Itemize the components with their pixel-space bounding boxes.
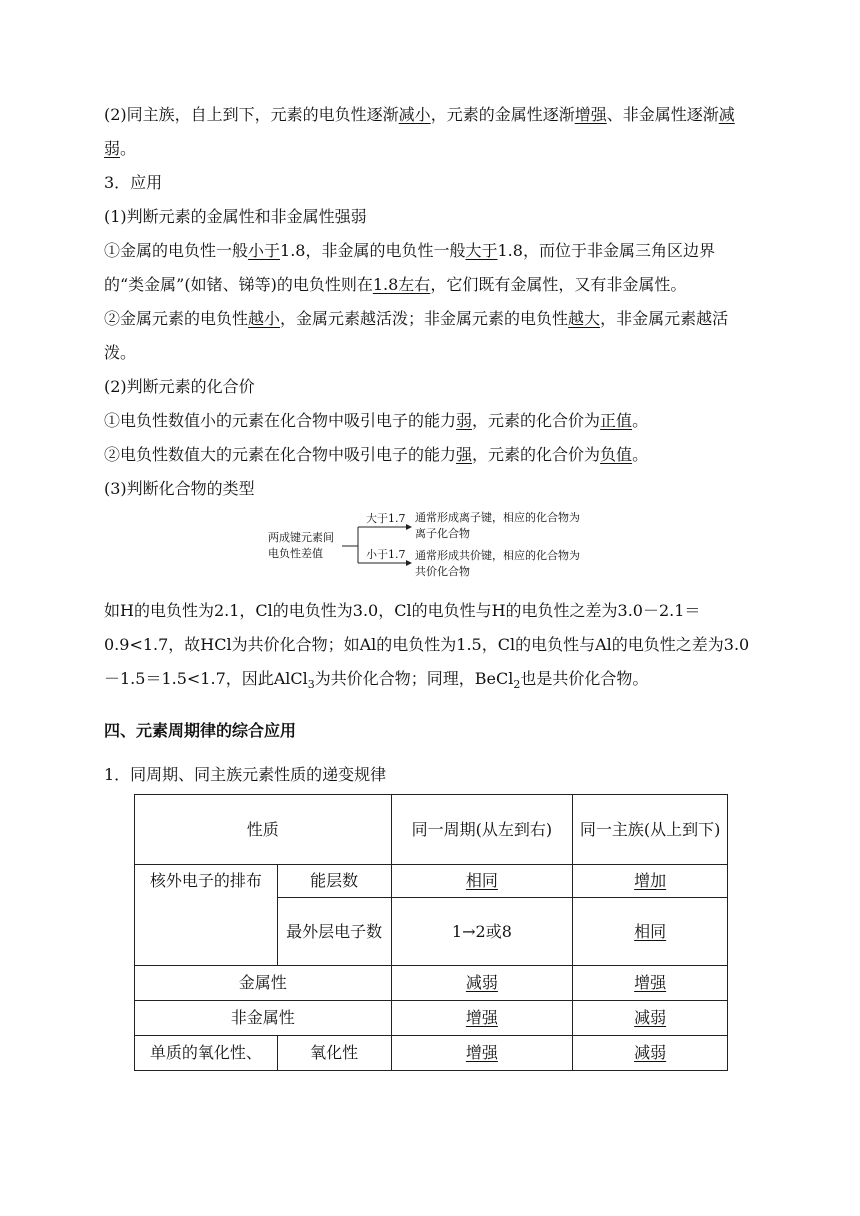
table-cell: 增强 — [391, 1036, 573, 1071]
underlined-answer: 强 — [456, 445, 473, 464]
table-cell: 1→2或8 — [391, 898, 573, 966]
table-cell: 增加 — [573, 865, 728, 898]
text: 。 — [632, 445, 649, 464]
paragraph-example — [104, 594, 754, 702]
table-cell: 减弱 — [391, 966, 573, 1001]
table-cell: 减弱 — [573, 1001, 728, 1036]
table-cell: 减弱 — [573, 1036, 728, 1071]
arrow-right-icon — [406, 524, 412, 530]
arrow-right-icon — [406, 560, 412, 566]
table-cell: 氧化性 — [277, 1036, 391, 1071]
table-cell: 相同 — [573, 898, 728, 966]
table-cell: 单质的氧化性、 — [135, 1036, 278, 1071]
underlined-answer: 1.8左右 — [372, 275, 431, 294]
table-cell: 最外层电子数 — [277, 898, 391, 966]
paragraph-group-trend — [104, 98, 754, 166]
diagram-upper-result-line1: 通常形成离子键，相应的化合物为 — [415, 511, 580, 524]
text: ，非金属元素越活泼。 — [104, 309, 729, 362]
text: ①电负性数值小的元素在化合物中吸引电子的能力 — [104, 411, 457, 430]
paragraph-table-caption: 1．同周期、同主族元素性质的递变规律 — [104, 765, 387, 785]
text: ，元素的化合价为 — [472, 445, 601, 464]
text: 、非金属性逐渐 — [606, 105, 719, 124]
underlined-answer: 增强 — [574, 105, 607, 124]
underlined-answer: 正值 — [600, 411, 633, 430]
diagram-left-line1: 两成键元素间 — [268, 531, 334, 544]
subscript: 3 — [307, 678, 315, 692]
underlined-answer: 减小 — [398, 105, 431, 124]
text: ，它们既有金属性，又有非金属性。 — [430, 275, 687, 294]
text: 1.8，非金属的电负性一般 — [280, 241, 466, 260]
paragraph-activity — [104, 302, 754, 370]
diagram-upper-result-line2: 离子化合物 — [415, 527, 470, 540]
paragraph-application: 3．应用 — [104, 173, 163, 192]
text: 1.8，而位于非金属三角区边界的“类金属”(如锗、锑等)的电负性则在 — [104, 241, 715, 294]
text: ，元素的金属性逐渐 — [430, 105, 575, 124]
underlined-answer: 弱 — [456, 411, 473, 430]
subscript: 2 — [513, 678, 521, 692]
table-cell: 核外电子的排布 — [135, 865, 278, 966]
table-cell: 增强 — [391, 1001, 573, 1036]
table-row — [135, 966, 728, 1001]
underlined-answer: 越大 — [568, 309, 601, 328]
section-heading: 四、元素周期律的综合应用 — [104, 721, 297, 741]
paragraph-valence-negative — [104, 438, 754, 472]
text: 也是共价化合物。 — [520, 669, 649, 688]
diagram-left-line2: 电负性差值 — [268, 547, 323, 560]
paragraph-judge-valence: (2)判断元素的化合价 — [104, 377, 255, 396]
table-header-cell: 同一主族(从上到下) — [573, 795, 728, 865]
text: ，元素的化合价为 — [472, 411, 601, 430]
underlined-answer: 负值 — [600, 445, 633, 464]
table-header-cell: 性质 — [135, 795, 392, 865]
diagram-lower-result-line1: 通常形成共价键，相应的化合物为 — [415, 549, 580, 562]
underlined-answer: 小于 — [248, 241, 281, 260]
table-row — [135, 1036, 728, 1071]
paragraph-metal-electronegativity — [104, 234, 754, 302]
diagram-upper-label: 大于1.7 — [366, 512, 406, 525]
table-cell: 能层数 — [277, 865, 391, 898]
text: 为共价化合物；同理，BeCl — [314, 669, 514, 688]
text: ，金属元素越活泼；非金属元素的电负性 — [280, 309, 569, 328]
underlined-answer: 越小 — [248, 309, 281, 328]
text: ②电负性数值大的元素在化合物中吸引电子的能力 — [104, 445, 457, 464]
document-page — [104, 98, 754, 1071]
table-row — [135, 865, 728, 898]
text: (2)同主族，自上到下，元素的电负性逐渐 — [104, 105, 399, 124]
text: 。 — [632, 411, 649, 430]
table-cell: 增强 — [573, 966, 728, 1001]
paragraph-judge-metallic: (1)判断元素的金属性和非金属性强弱 — [104, 207, 367, 226]
text: 如H的电负性为2.1，Cl的电负性为3.0，Cl的电负性与H的电负性之差为3.0－2.1＝0.9<1.7，故HCl为共价化合物；如Al的电负性为1.5，Cl的电负性与Al的电负性之差为3.0－1.5＝1.5<1.7，因此AlCl — [104, 601, 750, 688]
diagram-lower-result-line2: 共价化合物 — [415, 565, 470, 578]
text: ①金属的电负性一般 — [104, 241, 249, 260]
underlined-answer: 减弱 — [104, 105, 735, 158]
electronegativity-diagram — [104, 510, 754, 588]
table-row — [135, 1001, 728, 1036]
text: 。 — [120, 139, 137, 158]
properties-table — [134, 794, 728, 1071]
paragraph-compound-type: (3)判断化合物的类型 — [104, 479, 255, 498]
text: ②金属元素的电负性 — [104, 309, 249, 328]
table-cell: 非金属性 — [135, 1001, 392, 1036]
table-header-cell: 同一周期(从左到右) — [391, 795, 573, 865]
paragraph-valence-positive — [104, 404, 754, 438]
table-row — [135, 795, 728, 865]
table-cell: 金属性 — [135, 966, 392, 1001]
diagram-lower-label: 小于1.7 — [366, 548, 406, 561]
table-cell: 相同 — [391, 865, 573, 898]
underlined-answer: 大于 — [465, 241, 498, 260]
